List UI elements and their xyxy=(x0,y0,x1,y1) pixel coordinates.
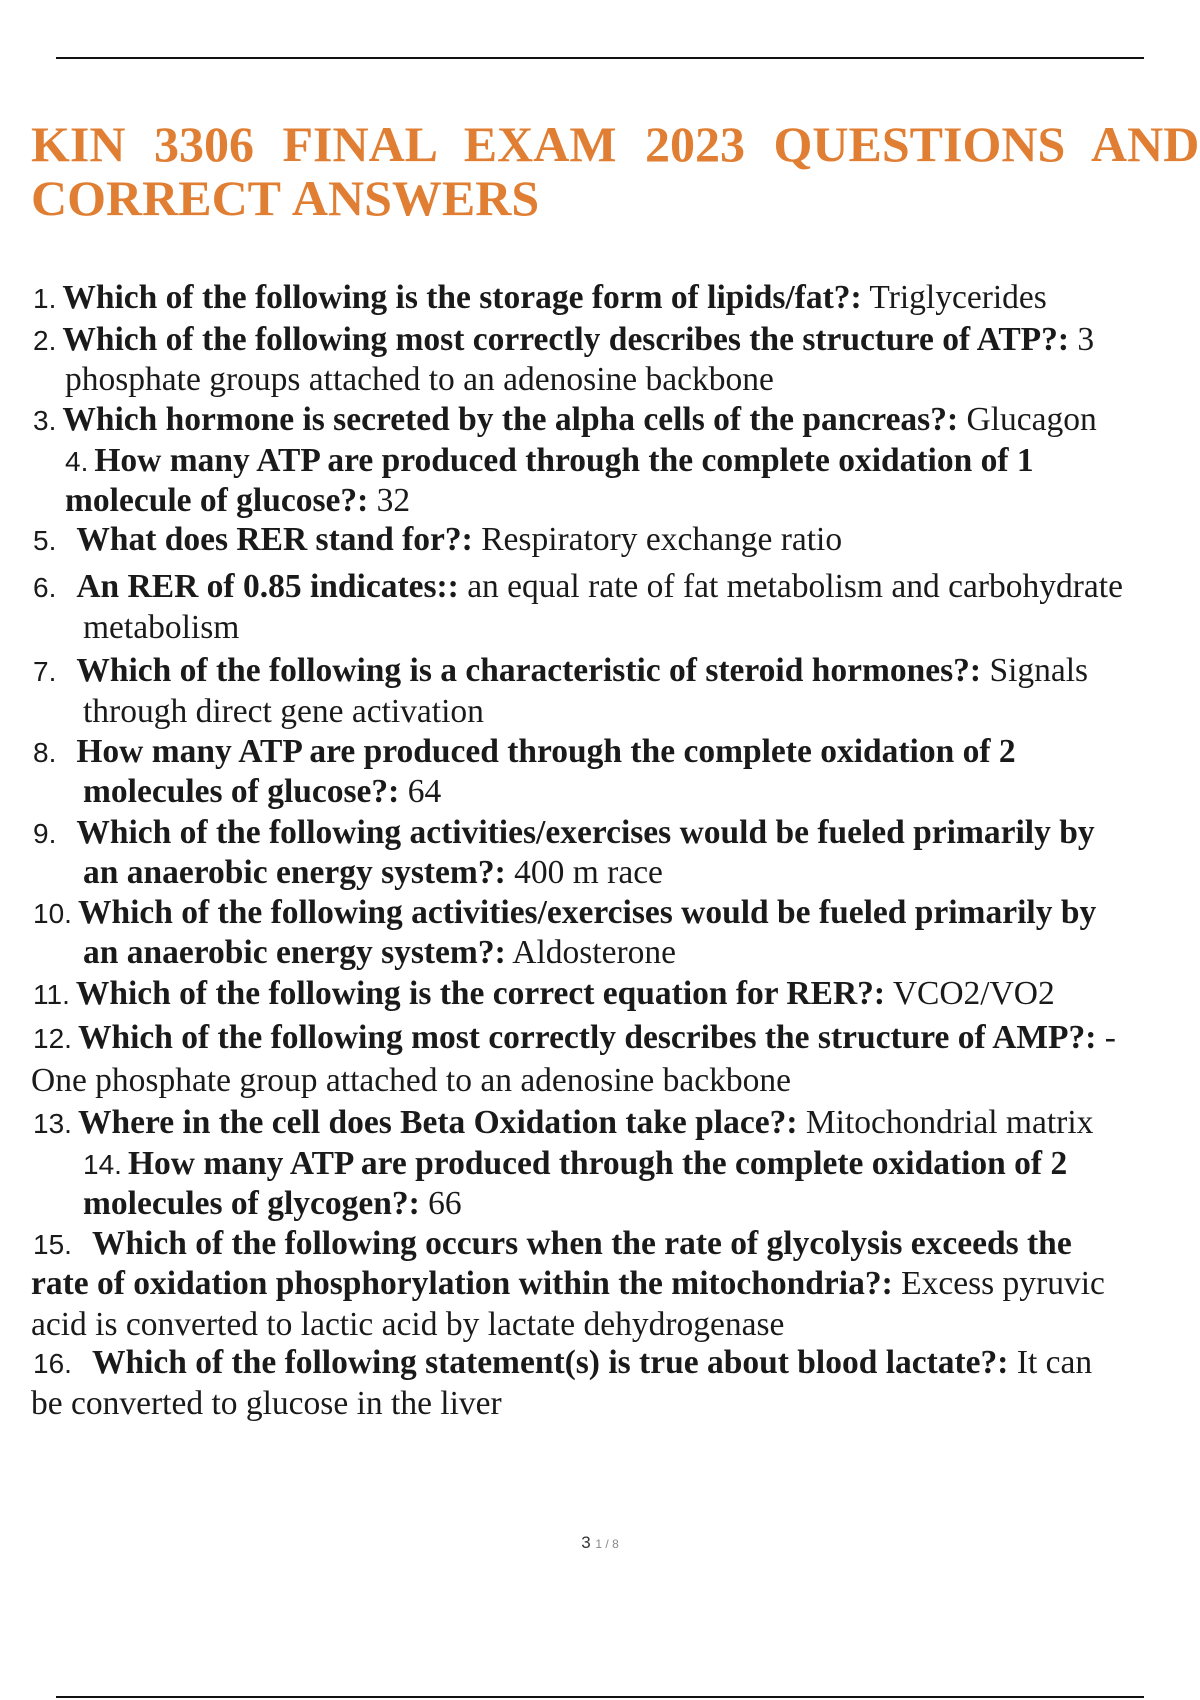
question-text: molecules of glucose?: xyxy=(83,773,400,810)
question-number: 15. xyxy=(33,1229,72,1260)
question-number: 8. xyxy=(33,737,57,768)
answer-text: 3 xyxy=(1069,321,1095,358)
qa-line xyxy=(0,608,1200,650)
answer-text: Excess pyruvic xyxy=(892,1265,1105,1302)
question-number: 1. xyxy=(33,283,57,314)
question-text: Which hormone is secreted by the alpha cells of the pancreas?: xyxy=(62,401,959,438)
question-number: 4. xyxy=(65,446,89,477)
answer-text: 66 xyxy=(419,1185,462,1222)
title-line-2: CORRECT ANSWERS xyxy=(31,170,540,225)
answer-text: an equal rate of fat metabolism and carbohydrate xyxy=(458,568,1123,605)
question-text: Which of the following most correctly describes the structure of AMP?: xyxy=(77,1019,1097,1056)
qa-line xyxy=(0,1144,1200,1186)
question-number: 9. xyxy=(33,818,57,849)
qa-line xyxy=(0,320,1200,362)
page-number-current: 3 xyxy=(581,1533,591,1552)
qa-line xyxy=(0,1305,1200,1347)
page-title xyxy=(31,117,1200,225)
question-text: Where in the cell does Beta Oxidation take place?: xyxy=(77,1104,798,1141)
qa-line xyxy=(0,1061,1200,1103)
answer-text: One phosphate group attached to an adenosine backbone xyxy=(31,1062,791,1099)
page-number xyxy=(0,1533,1200,1553)
answer-text: Respiratory exchange ratio xyxy=(472,521,843,558)
qa-line xyxy=(0,651,1200,693)
qa-line xyxy=(0,893,1200,935)
answer-text: through direct gene activation xyxy=(83,693,484,730)
qa-line xyxy=(0,278,1200,320)
qa-line xyxy=(0,1184,1200,1226)
question-number: 13. xyxy=(33,1108,72,1139)
question-number: 3. xyxy=(33,405,57,436)
answer-text: Aldosterone xyxy=(505,934,676,971)
title-line-1: KIN 3306 FINAL EXAM 2023 QUESTIONS AND xyxy=(31,117,1200,172)
qa-line xyxy=(0,1018,1200,1060)
question-text: An RER of 0.85 indicates:: xyxy=(76,568,459,605)
question-text: Which of the following activities/exercises would be fueled primarily by xyxy=(77,894,1097,931)
qa-line xyxy=(0,772,1200,814)
question-text: molecule of glucose?: xyxy=(65,482,369,519)
answer-text: Triglycerides xyxy=(861,279,1047,316)
answer-text: metabolism xyxy=(83,609,240,646)
qa-line xyxy=(0,974,1200,1016)
qa-line xyxy=(0,360,1200,402)
question-number: 11. xyxy=(33,979,70,1010)
qa-line xyxy=(0,813,1200,855)
question-number: 12. xyxy=(33,1023,72,1054)
qa-line xyxy=(0,520,1200,562)
question-number: 2. xyxy=(33,325,57,356)
question-number: 7. xyxy=(33,656,57,687)
qa-line xyxy=(0,853,1200,895)
qa-line xyxy=(0,1224,1200,1266)
qa-line xyxy=(0,567,1200,609)
question-text: What does RER stand for?: xyxy=(76,521,473,558)
question-text: Which of the following is a characteristic of steroid hormones?: xyxy=(76,652,982,689)
question-text: an anaerobic energy system?: xyxy=(83,934,506,971)
qa-line xyxy=(0,400,1200,442)
qa-line xyxy=(0,441,1200,483)
answer-text: VCO2/VO2 xyxy=(885,975,1055,1012)
question-text: Which of the following activities/exercises would be fueled primarily by xyxy=(76,814,1095,851)
qa-line xyxy=(0,1264,1200,1306)
qa-line xyxy=(0,481,1200,523)
question-number: 16. xyxy=(33,1348,72,1379)
answer-text: 64 xyxy=(399,773,442,810)
question-number: 10. xyxy=(33,898,72,929)
qa-line xyxy=(0,933,1200,975)
answer-text: Mitochondrial matrix xyxy=(797,1104,1094,1141)
question-text: Which of the following most correctly describes the structure of ATP?: xyxy=(62,321,1070,358)
qa-line xyxy=(0,1343,1200,1385)
question-text: an anaerobic energy system?: xyxy=(83,854,506,891)
question-text: Which of the following statement(s) is true about blood lactate?: xyxy=(91,1344,1009,1381)
question-text: How many ATP are produced through the complete oxidation of 2 xyxy=(127,1145,1068,1182)
answer-text: It can xyxy=(1008,1344,1093,1381)
answer-text: Signals xyxy=(981,652,1089,689)
question-text: Which of the following is the correct equation for RER?: xyxy=(75,975,886,1012)
page-number-total: 1 / 8 xyxy=(595,1537,619,1551)
question-number: 14. xyxy=(83,1149,122,1180)
qa-line xyxy=(0,732,1200,774)
question-text: How many ATP are produced through the complete oxidation of 2 xyxy=(76,733,1016,770)
answer-text: be converted to glucose in the liver xyxy=(31,1385,502,1422)
qa-line xyxy=(0,1103,1200,1145)
answer-text: Glucagon xyxy=(958,401,1097,438)
question-text: Which of the following occurs when the rate of glycolysis exceeds the xyxy=(91,1225,1072,1262)
question-text: rate of oxidation phosphorylation within the mitochondria?: xyxy=(31,1265,893,1302)
bottom-rule xyxy=(56,1696,1144,1698)
answer-text: - xyxy=(1096,1019,1116,1056)
question-number: 6. xyxy=(33,572,57,603)
answer-text: 400 m race xyxy=(505,854,663,891)
question-text: molecules of glycogen?: xyxy=(83,1185,420,1222)
answer-text: 32 xyxy=(368,482,411,519)
question-text: Which of the following is the storage form of lipids/fat?: xyxy=(62,279,862,316)
question-number: 5. xyxy=(33,525,57,556)
answer-text: phosphate groups attached to an adenosine backbone xyxy=(65,361,774,398)
qa-line xyxy=(0,1384,1200,1426)
qa-line xyxy=(0,692,1200,734)
question-text: How many ATP are produced through the complete oxidation of 1 xyxy=(94,442,1034,479)
top-rule xyxy=(56,57,1144,59)
answer-text: acid is converted to lactic acid by lactate dehydrogenase xyxy=(31,1306,785,1343)
